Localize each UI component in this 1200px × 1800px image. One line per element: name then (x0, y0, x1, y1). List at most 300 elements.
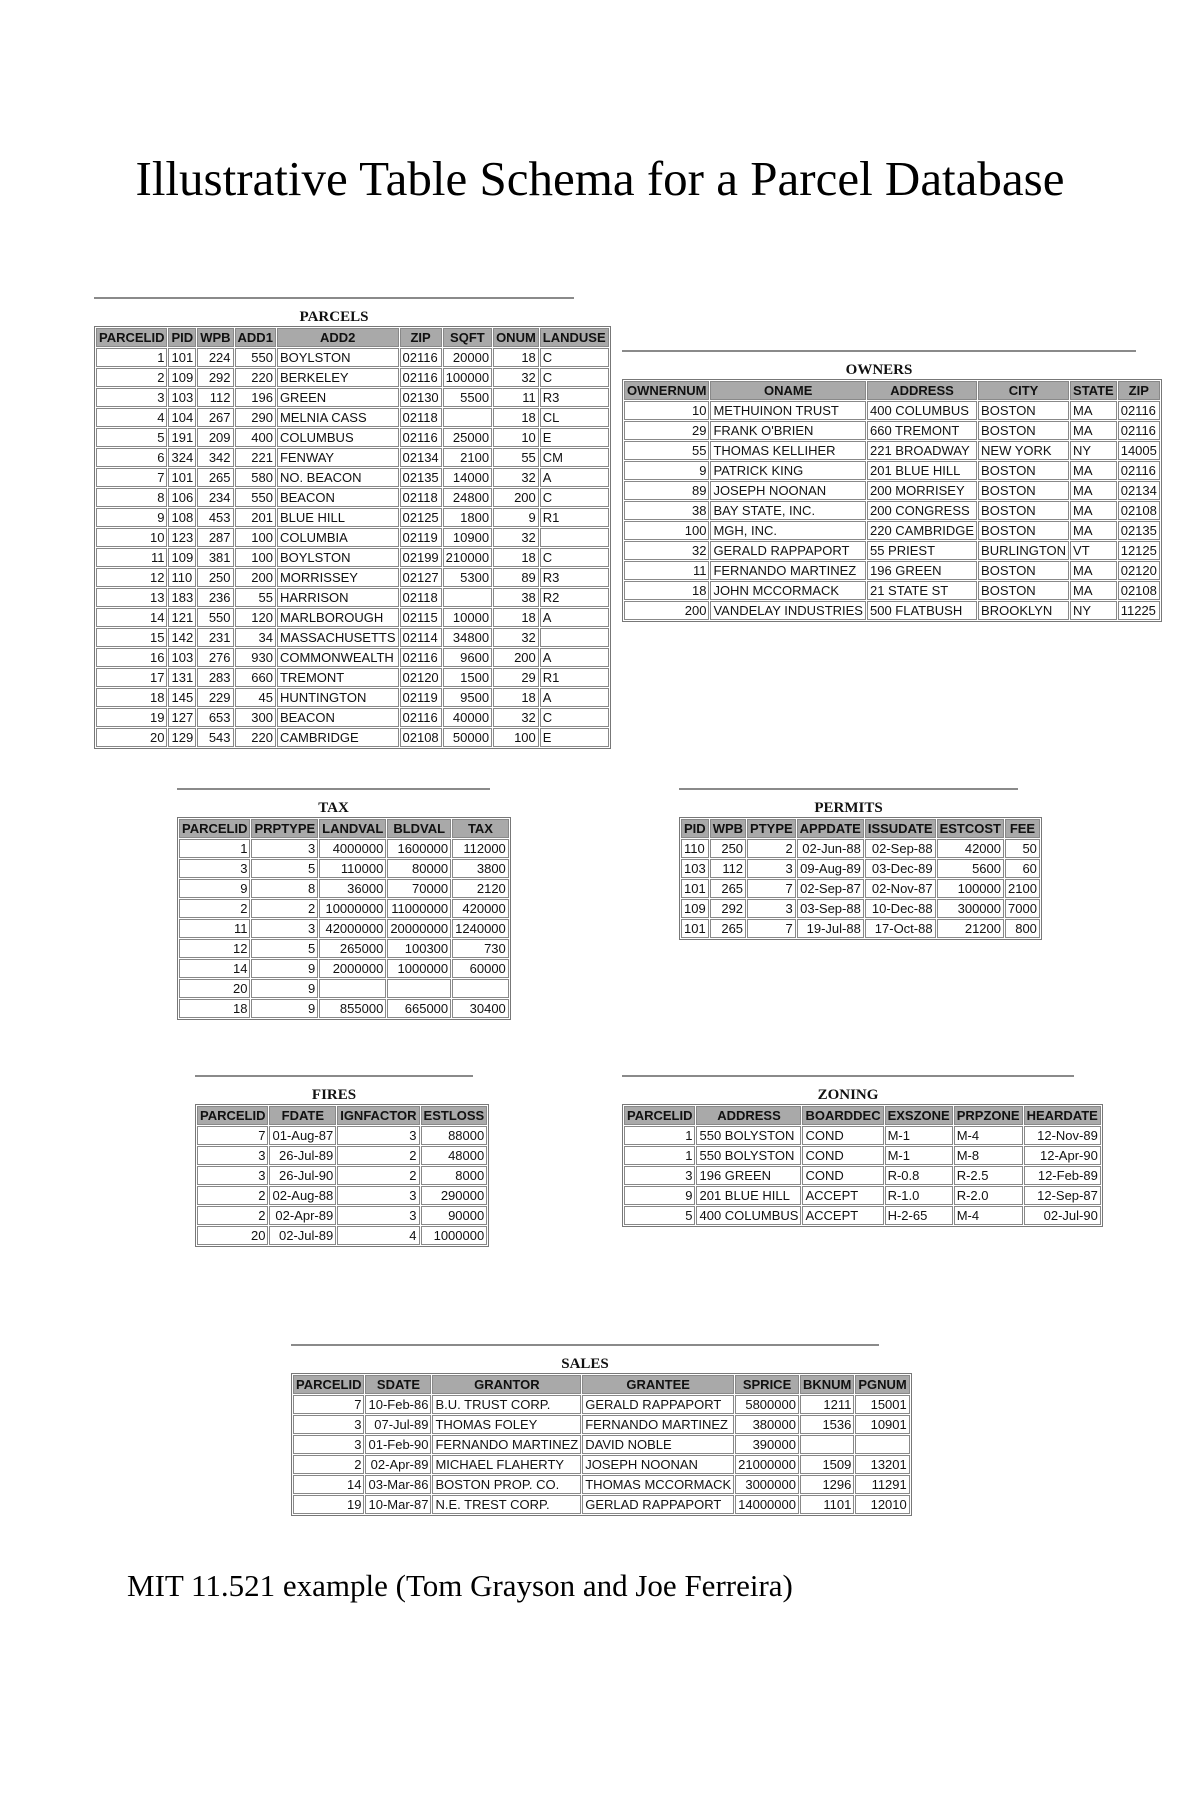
cell-sqft: 9600 (443, 648, 492, 667)
cell-add1: 300 (235, 708, 276, 727)
cell-parcelid: 3 (624, 1166, 695, 1185)
owners-table (622, 379, 1162, 622)
table-row (293, 1495, 910, 1514)
table-row (681, 839, 1040, 858)
column-header-fdate: FDATE (269, 1106, 336, 1125)
cell-parcelid: 7 (197, 1126, 268, 1145)
cell-zip: 02127 (400, 568, 442, 587)
cell-zip: 02108 (400, 728, 442, 747)
cell-landval: 42000000 (319, 919, 386, 938)
cell-sdate: 07-Jul-89 (365, 1415, 431, 1434)
cell-pid: 109 (168, 368, 196, 387)
cell-add1: 550 (235, 488, 276, 507)
cell-city: BOSTON (978, 521, 1069, 540)
cell-oname: JOSEPH NOONAN (710, 481, 866, 500)
table-row (293, 1415, 910, 1434)
table-row (96, 688, 609, 707)
cell-parcelid: 1 (624, 1146, 695, 1165)
cell-parcelid: 9 (624, 1186, 695, 1205)
cell-add1: 660 (235, 668, 276, 687)
cell-zip: 02125 (400, 508, 442, 527)
cell-prptype: 9 (251, 999, 318, 1018)
column-header-address: ADDRESS (867, 381, 977, 400)
cell-estcost: 42000 (937, 839, 1004, 858)
cell-landuse: R2 (540, 588, 609, 607)
cell-landval: 110000 (319, 859, 386, 878)
cell-sprice: 5800000 (735, 1395, 799, 1414)
cell-onum: 100 (493, 728, 539, 747)
cell-parcelid: 14 (96, 608, 167, 627)
column-header-parcelid: PARCELID (96, 328, 167, 347)
column-header-fee: FEE (1005, 819, 1040, 838)
cell-onum: 32 (493, 368, 539, 387)
cell-ignfactor: 4 (337, 1226, 419, 1245)
cell-prptype: 9 (251, 979, 318, 998)
cell-ownernum: 10 (624, 401, 709, 420)
cell-landuse: A (540, 468, 609, 487)
cell-grantee: JOSEPH NOONAN (582, 1455, 734, 1474)
cell-landuse: E (540, 728, 609, 747)
cell-pid: 324 (168, 448, 196, 467)
permits-table-title: PERMITS (814, 800, 883, 816)
cell-estloss: 290000 (421, 1186, 488, 1205)
cell-estcost: 21200 (937, 919, 1004, 938)
cell-pid: 106 (168, 488, 196, 507)
cell-address: 21 STATE ST (867, 581, 977, 600)
cell-ownernum: 38 (624, 501, 709, 520)
cell-bldval: 20000000 (387, 919, 451, 938)
cell-add2: HARRISON (277, 588, 399, 607)
table-row (624, 521, 1160, 540)
cell-landval: 265000 (319, 939, 386, 958)
cell-prptype: 3 (251, 919, 318, 938)
sales-table-title: SALES (561, 1356, 609, 1372)
cell-estcost: 100000 (937, 879, 1004, 898)
cell-add2: TREMONT (277, 668, 399, 687)
cell-onum: 200 (493, 488, 539, 507)
cell-ownernum: 32 (624, 541, 709, 560)
cell-parcelid: 18 (179, 999, 250, 1018)
cell-sqft: 20000 (443, 348, 492, 367)
cell-parcelid: 15 (96, 628, 167, 647)
cell-oname: BAY STATE, INC. (710, 501, 866, 520)
parcels-table-title: PARCELS (299, 309, 369, 325)
cell-sdate: 03-Mar-86 (365, 1475, 431, 1494)
cell-wpb: 209 (197, 428, 233, 447)
table-row (96, 568, 609, 587)
cell-prptype: 8 (251, 879, 318, 898)
cell-ptype: 7 (747, 879, 796, 898)
table-row (96, 548, 609, 567)
cell-parcelid: 3 (197, 1166, 268, 1185)
cell-grantee: GERLAD RAPPAPORT (582, 1495, 734, 1514)
cell-wpb: 250 (197, 568, 233, 587)
cell-issudate: 03-Dec-89 (865, 859, 936, 878)
cell-landval (319, 979, 386, 998)
cell-parcelid: 3 (293, 1435, 364, 1454)
cell-parcelid: 14 (293, 1475, 364, 1494)
cell-zip: 02116 (400, 428, 442, 447)
table-row (624, 1166, 1101, 1185)
table-row (624, 1126, 1101, 1145)
table-row (681, 919, 1040, 938)
cell-fee: 800 (1005, 919, 1040, 938)
cell-landuse: A (540, 688, 609, 707)
cell-add2: BOYLSTON (277, 548, 399, 567)
cell-parcelid: 2 (179, 899, 250, 918)
table-row (96, 368, 609, 387)
column-header-city: CITY (978, 381, 1069, 400)
table-row (624, 1206, 1101, 1225)
column-header-ptype: PTYPE (747, 819, 796, 838)
cell-sqft: 10900 (443, 528, 492, 547)
cell-prpzone: M-4 (954, 1206, 1023, 1225)
cell-city: BOSTON (978, 501, 1069, 520)
cell-address: 550 BOLYSTON (696, 1126, 801, 1145)
column-header-bldval: BLDVAL (387, 819, 451, 838)
header-row (96, 328, 609, 347)
cell-wpb: 265 (710, 879, 746, 898)
cell-pid: 129 (168, 728, 196, 747)
cell-exszone: R-0.8 (885, 1166, 953, 1185)
cell-sdate: 01-Feb-90 (365, 1435, 431, 1454)
cell-zip: 02134 (1118, 481, 1160, 500)
cell-onum: 9 (493, 508, 539, 527)
cell-zip: 12125 (1118, 541, 1160, 560)
cell-state: NY (1070, 601, 1117, 620)
cell-wpb: 234 (197, 488, 233, 507)
cell-landuse: A (540, 608, 609, 627)
fires-table-title: FIRES (311, 1087, 357, 1103)
cell-add2: GREEN (277, 388, 399, 407)
cell-sqft: 25000 (443, 428, 492, 447)
table-row (624, 441, 1160, 460)
table-row (681, 899, 1040, 918)
cell-pid: 109 (681, 899, 709, 918)
cell-onum: 32 (493, 528, 539, 547)
table-row (197, 1226, 487, 1245)
cell-add2: MELNIA CASS (277, 408, 399, 427)
cell-landval: 2000000 (319, 959, 386, 978)
parcels-table-block (94, 297, 606, 749)
table-row (197, 1146, 487, 1165)
cell-parcelid: 18 (96, 688, 167, 707)
column-header-parcelid: PARCELID (293, 1375, 364, 1394)
cell-onum: 18 (493, 608, 539, 627)
table-row (179, 899, 509, 918)
cell-parcelid: 3 (197, 1146, 268, 1165)
cell-prptype: 5 (251, 859, 318, 878)
cell-fdate: 02-Apr-89 (269, 1206, 336, 1225)
cell-onum: 11 (493, 388, 539, 407)
column-header-sprice: SPRICE (735, 1375, 799, 1394)
cell-issudate: 02-Sep-88 (865, 839, 936, 858)
cell-city: BOSTON (978, 561, 1069, 580)
cell-heardate: 12-Apr-90 (1024, 1146, 1101, 1165)
cell-appdate: 03-Sep-88 (797, 899, 864, 918)
cell-prptype: 9 (251, 959, 318, 978)
cell-add1: 550 (235, 348, 276, 367)
cell-wpb: 292 (710, 899, 746, 918)
cell-zip: 02118 (400, 488, 442, 507)
cell-onum: 200 (493, 648, 539, 667)
cell-sprice: 21000000 (735, 1455, 799, 1474)
table-row (624, 421, 1160, 440)
cell-onum: 18 (493, 408, 539, 427)
table-row (197, 1186, 487, 1205)
cell-parcelid: 9 (96, 508, 167, 527)
column-header-heardate: HEARDATE (1024, 1106, 1101, 1125)
cell-bldval: 100300 (387, 939, 451, 958)
cell-ptype: 7 (747, 919, 796, 938)
column-header-add1: ADD1 (235, 328, 276, 347)
cell-sdate: 02-Apr-89 (365, 1455, 431, 1474)
cell-grantee: GERALD RAPPAPORT (582, 1395, 734, 1414)
cell-grantor: THOMAS FOLEY (432, 1415, 581, 1434)
cell-address: 196 GREEN (696, 1166, 801, 1185)
table-row (96, 448, 609, 467)
cell-parcelid: 12 (179, 939, 250, 958)
cell-boarddec: ACCEPT (802, 1206, 883, 1225)
column-header-boarddec: BOARDDEC (802, 1106, 883, 1125)
cell-parcelid: 19 (96, 708, 167, 727)
cell-pid: 191 (168, 428, 196, 447)
cell-onum: 18 (493, 348, 539, 367)
cell-zip: 02116 (400, 348, 442, 367)
cell-pgnum: 13201 (855, 1455, 909, 1474)
cell-prptype: 2 (251, 899, 318, 918)
cell-state: MA (1070, 481, 1117, 500)
cell-grantor: FERNANDO MARTINEZ (432, 1435, 581, 1454)
cell-state: MA (1070, 561, 1117, 580)
cell-zip: 02116 (1118, 461, 1160, 480)
cell-add1: 196 (235, 388, 276, 407)
column-header-ownernum: OWNERNUM (624, 381, 709, 400)
column-header-zip: ZIP (400, 328, 442, 347)
cell-zip: 02135 (400, 468, 442, 487)
table-row (96, 388, 609, 407)
cell-sdate: 10-Mar-87 (365, 1495, 431, 1514)
column-header-exszone: EXSZONE (885, 1106, 953, 1125)
table-row (624, 401, 1160, 420)
cell-landuse: CL (540, 408, 609, 427)
cell-tax: 730 (452, 939, 509, 958)
cell-grantor: BOSTON PROP. CO. (432, 1475, 581, 1494)
column-header-onum: ONUM (493, 328, 539, 347)
cell-prptype: 3 (251, 839, 318, 858)
table-row (624, 541, 1160, 560)
table-row (293, 1435, 910, 1454)
cell-sprice: 14000000 (735, 1495, 799, 1514)
cell-pid: 104 (168, 408, 196, 427)
cell-bknum: 1296 (800, 1475, 854, 1494)
cell-parcelid: 19 (293, 1495, 364, 1514)
cell-city: BOSTON (978, 421, 1069, 440)
cell-pgnum: 10901 (855, 1415, 909, 1434)
cell-estloss: 88000 (421, 1126, 488, 1145)
cell-parcelid: 5 (96, 428, 167, 447)
cell-city: BOSTON (978, 461, 1069, 480)
cell-prptype: 5 (251, 939, 318, 958)
cell-sqft: 1800 (443, 508, 492, 527)
owners-table-title: OWNERS (845, 362, 913, 378)
cell-wpb: 112 (197, 388, 233, 407)
header-row (179, 819, 509, 838)
column-header-parcelid: PARCELID (179, 819, 250, 838)
cell-prpzone: R-2.0 (954, 1186, 1023, 1205)
cell-pid: 103 (168, 388, 196, 407)
tax-table-block (177, 788, 506, 1020)
cell-state: MA (1070, 401, 1117, 420)
cell-add1: 200 (235, 568, 276, 587)
cell-tax: 112000 (452, 839, 509, 858)
cell-onum: 55 (493, 448, 539, 467)
cell-zip: 02108 (1118, 581, 1160, 600)
cell-parcelid: 7 (96, 468, 167, 487)
table-row (96, 648, 609, 667)
cell-grantor: N.E. TREST CORP. (432, 1495, 581, 1514)
cell-sqft: 9500 (443, 688, 492, 707)
column-header-prptype: PRPTYPE (251, 819, 318, 838)
table-row (179, 919, 509, 938)
cell-wpb: 229 (197, 688, 233, 707)
column-header-ignfactor: IGNFACTOR (337, 1106, 419, 1125)
cell-oname: VANDELAY INDUSTRIES (710, 601, 866, 620)
table-row (681, 879, 1040, 898)
header-row (681, 819, 1040, 838)
cell-wpb: 231 (197, 628, 233, 647)
column-header-address: ADDRESS (696, 1106, 801, 1125)
cell-onum: 32 (493, 708, 539, 727)
cell-wpb: 250 (710, 839, 746, 858)
cell-add1: 580 (235, 468, 276, 487)
cell-zip: 02120 (1118, 561, 1160, 580)
table-row (96, 408, 609, 427)
column-header-tax: TAX (452, 819, 509, 838)
cell-landuse (540, 528, 609, 547)
cell-wpb: 287 (197, 528, 233, 547)
cell-parcelid: 1 (179, 839, 250, 858)
divider (94, 297, 574, 299)
cell-sqft: 10000 (443, 608, 492, 627)
table-row (624, 581, 1160, 600)
cell-ignfactor: 3 (337, 1186, 419, 1205)
header-row (293, 1375, 910, 1394)
cell-ptype: 3 (747, 899, 796, 918)
cell-boarddec: COND (802, 1126, 883, 1145)
table-row (624, 501, 1160, 520)
cell-exszone: R-1.0 (885, 1186, 953, 1205)
column-header-sdate: SDATE (365, 1375, 431, 1394)
cell-bldval: 1600000 (387, 839, 451, 858)
cell-issudate: 17-Oct-88 (865, 919, 936, 938)
cell-parcelid: 1 (624, 1126, 695, 1145)
cell-wpb: 276 (197, 648, 233, 667)
cell-wpb: 265 (197, 468, 233, 487)
cell-add1: 100 (235, 548, 276, 567)
cell-add1: 100 (235, 528, 276, 547)
column-header-state: STATE (1070, 381, 1117, 400)
cell-zip: 02116 (400, 368, 442, 387)
owners-table-block (622, 350, 1157, 622)
cell-zip: 02118 (400, 588, 442, 607)
cell-bldval: 1000000 (387, 959, 451, 978)
table-row (179, 879, 509, 898)
table-row (179, 939, 509, 958)
cell-zip: 02108 (1118, 501, 1160, 520)
cell-pid: 123 (168, 528, 196, 547)
cell-add1: 220 (235, 368, 276, 387)
cell-estcost: 5600 (937, 859, 1004, 878)
cell-prpzone: M-8 (954, 1146, 1023, 1165)
column-header-sqft: SQFT (443, 328, 492, 347)
cell-landval: 10000000 (319, 899, 386, 918)
cell-parcelid: 2 (197, 1186, 268, 1205)
cell-add2: MORRISSEY (277, 568, 399, 587)
column-header-estcost: ESTCOST (937, 819, 1004, 838)
cell-zip: 02135 (1118, 521, 1160, 540)
cell-pid: 103 (168, 648, 196, 667)
cell-oname: FRANK O'BRIEN (710, 421, 866, 440)
cell-sqft: 24800 (443, 488, 492, 507)
column-header-landuse: LANDUSE (540, 328, 609, 347)
cell-state: VT (1070, 541, 1117, 560)
table-row (96, 508, 609, 527)
cell-wpb: 453 (197, 508, 233, 527)
cell-parcelid: 12 (96, 568, 167, 587)
cell-boarddec: COND (802, 1146, 883, 1165)
table-row (179, 999, 509, 1018)
cell-ignfactor: 2 (337, 1166, 419, 1185)
cell-ptype: 3 (747, 859, 796, 878)
cell-address: 196 GREEN (867, 561, 977, 580)
table-row (179, 979, 509, 998)
cell-wpb: 236 (197, 588, 233, 607)
cell-city: BOSTON (978, 481, 1069, 500)
cell-estloss: 90000 (421, 1206, 488, 1225)
cell-pid: 101 (681, 919, 709, 938)
table-row (624, 1146, 1101, 1165)
cell-landuse: C (540, 368, 609, 387)
cell-ignfactor: 3 (337, 1206, 419, 1225)
table-row (96, 468, 609, 487)
cell-bldval: 11000000 (387, 899, 451, 918)
cell-exszone: M-1 (885, 1146, 953, 1165)
cell-add2: COLUMBIA (277, 528, 399, 547)
cell-zip: 02114 (400, 628, 442, 647)
column-header-parcelid: PARCELID (624, 1106, 695, 1125)
cell-parcelid: 13 (96, 588, 167, 607)
table-row (624, 1186, 1101, 1205)
cell-address: 221 BROADWAY (867, 441, 977, 460)
cell-add1: 120 (235, 608, 276, 627)
cell-pid: 110 (681, 839, 709, 858)
footer-credit: MIT 11.521 example (Tom Grayson and Joe Ferreira) (127, 1568, 793, 1603)
cell-prpzone: R-2.5 (954, 1166, 1023, 1185)
cell-sqft: 1500 (443, 668, 492, 687)
column-header-landval: LANDVAL (319, 819, 386, 838)
cell-tax: 3800 (452, 859, 509, 878)
cell-parcelid: 14 (179, 959, 250, 978)
cell-prpzone: M-4 (954, 1126, 1023, 1145)
zoning-table-block (622, 1075, 1098, 1227)
cell-add1: 45 (235, 688, 276, 707)
cell-city: NEW YORK (978, 441, 1069, 460)
permits-table-block (679, 788, 1037, 940)
cell-sqft: 5300 (443, 568, 492, 587)
cell-add2: NO. BEACON (277, 468, 399, 487)
cell-pgnum: 15001 (855, 1395, 909, 1414)
